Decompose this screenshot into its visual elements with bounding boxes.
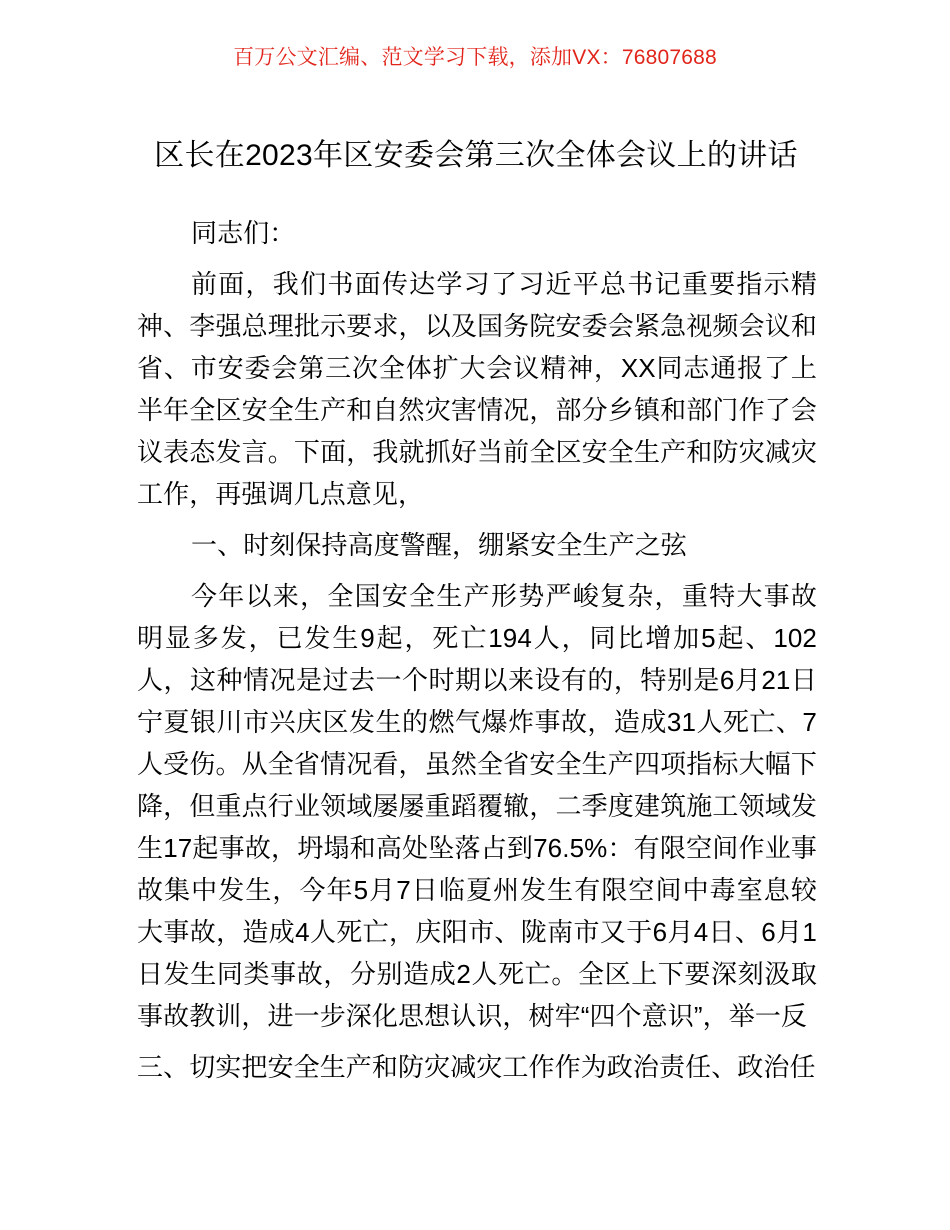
promo-header-text: 百万公文汇编、范文学习下载，添加VX：76807688: [233, 46, 717, 69]
paragraph-section-one-body: 今年以来，全国安全生产形势严峻复杂，重特大事故明显多发，已发生9起，死亡194人，同比增加5起、102人，这种情况是过去一个时期以来设有的，特别是6月21日宁夏银川市兴庆区发生的燃气爆炸事故，造成31人死亡、7人受伤。从全省情况看，虽然全省安全生产四项指标大幅下降，但重点行业领域屡屡重蹈覆辙，二季度建筑施工领域发生17起事故，坍塌和高处坠落占到76.5%：有限空间作业事故集中发生，今年5月7日临夏州发生有限空间中毒室息较大事故，造成4人死亡，庆阳市、陇南市又于6月4日、6月1日发生同类事故，分别造成2人死亡。全区上下要深刻汲取事故教训，进一步深化思想认识，树牢“四个意识”，举一反: [137, 581, 817, 1031]
paragraph-intro: 前面，我们书面传达学习了习近平总书记重要指示精神、李强总理批示要求，以及国务院安委会紧急视频会议和省、市安委会第三次全体扩大会议精神，XX同志通报了上半年全区安全生产和自然灾害情况，部分乡镇和部门作了会议表态发言。下面，我就抓好当前全区安全生产和防灾减灾工作，再强调几点意见，: [137, 269, 817, 509]
document-body: [137, 212, 817, 1088]
section-heading-one: 一、时刻保持高度警醒，绷紧安全生产之弦: [191, 530, 687, 560]
paragraph-section-one-body-truncated: 三、切实把安全生产和防灾减灾工作作为政治责任、政治任: [137, 1052, 816, 1082]
paragraph-salutation: 同志们：: [191, 218, 296, 248]
document-title: 区长在2023年区安委会第三次全体会议上的讲话: [154, 139, 798, 173]
